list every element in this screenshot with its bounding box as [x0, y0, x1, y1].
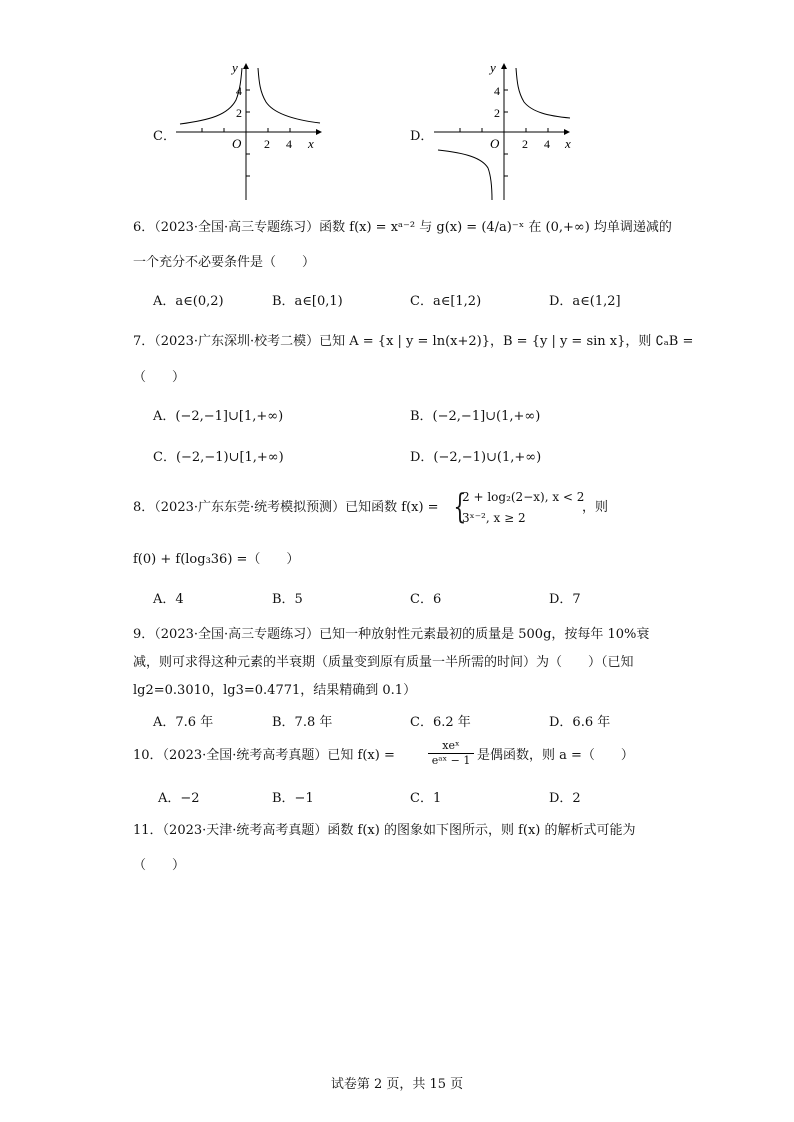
q8-option-a[interactable]: A．4: [153, 592, 184, 607]
q7-option-a[interactable]: A．(−2,−1]∪[1,+∞): [153, 409, 284, 424]
q6-option-b[interactable]: B．a∈[0,1): [272, 294, 343, 309]
q7-option-b[interactable]: B．(−2,−1]∪(1,+∞): [410, 409, 541, 424]
axis-x-label: x: [565, 136, 571, 151]
curve-right: [516, 68, 570, 118]
origin-label: O: [490, 136, 500, 151]
option-c-label: C．: [153, 129, 176, 144]
q11-line-2: （ ）: [133, 858, 186, 873]
q10-line-1: 10．（2023·全国·统考高考真题）已知 f(x) =: [133, 748, 395, 763]
axis-y-label: y: [232, 60, 238, 75]
x-arrow-icon: [316, 129, 322, 135]
q6-line-1: 6．（2023·全国·高三专题练习）函数 f(x) = xᵃ⁻² 与 g(x) = (4/a)⁻ˣ 在 (0,+∞) 均单调递减的: [133, 220, 672, 235]
tick-x-4: 4: [544, 137, 550, 151]
q8-option-c[interactable]: C．6: [410, 592, 442, 607]
curve-right: [258, 68, 320, 123]
q10-option-b[interactable]: B．−1: [272, 791, 314, 806]
page-footer: 试卷第 2 页，共 15 页: [330, 1077, 464, 1092]
q7-line-1: 7．（2023·广东深圳·校考二模）已知 A = {x | y = ln(x+2)}，B = {y | y = sin x}，则 ∁ₐB =: [133, 334, 694, 349]
tick-y-2: 2: [494, 106, 500, 120]
tick-x-4: 4: [286, 137, 292, 151]
tick-y-4: 4: [494, 84, 500, 98]
q8-piece-2: 3ˣ⁻², x ≥ 2: [462, 511, 526, 525]
q8-line-2: f(0) + f(log₃36) =（ ）: [133, 552, 300, 567]
q9-option-c[interactable]: C．6.2 年: [410, 715, 471, 730]
q10-numerator: xeˣ: [428, 739, 474, 754]
option-d-label: D．: [410, 129, 434, 144]
q10-line-1-tail: 是偶函数，则 a =（ ）: [477, 748, 634, 763]
y-arrow-icon: [243, 63, 249, 69]
q7-option-d[interactable]: D．(−2,−1)∪(1,+∞): [410, 450, 542, 465]
tick-x-2: 2: [522, 137, 528, 151]
q8-line-1: 8．（2023·广东东莞·统考模拟预测）已知函数 f(x) =: [133, 500, 439, 515]
q8-option-b[interactable]: B．5: [272, 592, 303, 607]
q10-denominator: eᵃˣ − 1: [431, 754, 471, 767]
q10-option-d[interactable]: D．2: [549, 791, 581, 806]
curve-left: [438, 150, 492, 200]
origin-label: O: [232, 136, 242, 151]
q8-option-d[interactable]: D．7: [549, 592, 581, 607]
q9-line-1: 9．（2023·全国·高三专题练习）已知一种放射性元素最初的质量是 500g，按每年 10%衰: [133, 627, 650, 642]
q8-brace-icon: {: [453, 487, 467, 527]
q9-line-3: lg2=0.3010，lg3=0.4771，结果精确到 0.1）: [133, 683, 417, 698]
q9-line-2: 减，则可求得这种元素的半衰期（质量变到原有质量一半所需的时间）为（ ）（已知: [133, 655, 634, 670]
q8-piece-1: 2 + log₂(2−x), x < 2: [462, 490, 585, 504]
graph-c: [170, 60, 330, 205]
tick-y-4: 4: [236, 84, 242, 98]
q7-option-c[interactable]: C．(−2,−1)∪[1,+∞): [153, 450, 284, 465]
q6-option-d[interactable]: D．a∈(1,2]: [549, 294, 621, 309]
q9-option-a[interactable]: A．7.6 年: [153, 715, 214, 730]
q6-line-2: 一个充分不必要条件是（ ）: [133, 255, 316, 270]
graph-d: [428, 60, 588, 205]
q9-option-d[interactable]: D．6.6 年: [549, 715, 611, 730]
tick-x-2: 2: [264, 137, 270, 151]
x-arrow-icon: [564, 129, 570, 135]
q10-fraction: [428, 739, 474, 768]
q7-line-2: （ ）: [133, 370, 186, 385]
curve-left: [180, 68, 242, 124]
tick-y-2: 2: [236, 106, 242, 120]
q10-option-c[interactable]: C．1: [410, 791, 442, 806]
y-arrow-icon: [501, 63, 507, 69]
q6-option-c[interactable]: C．a∈[1,2): [410, 294, 482, 309]
q10-option-a[interactable]: A．−2: [158, 791, 200, 806]
q9-option-b[interactable]: B．7.8 年: [272, 715, 333, 730]
axis-y-label: y: [490, 60, 496, 75]
axis-x-label: x: [308, 136, 314, 151]
q8-line-1-tail: ，则: [582, 500, 609, 515]
q6-option-a[interactable]: A．a∈(0,2): [153, 294, 224, 309]
q11-line-1: 11．（2023·天津·统考高考真题）函数 f(x) 的图象如下图所示，则 f(x) 的解析式可能为: [133, 823, 636, 838]
